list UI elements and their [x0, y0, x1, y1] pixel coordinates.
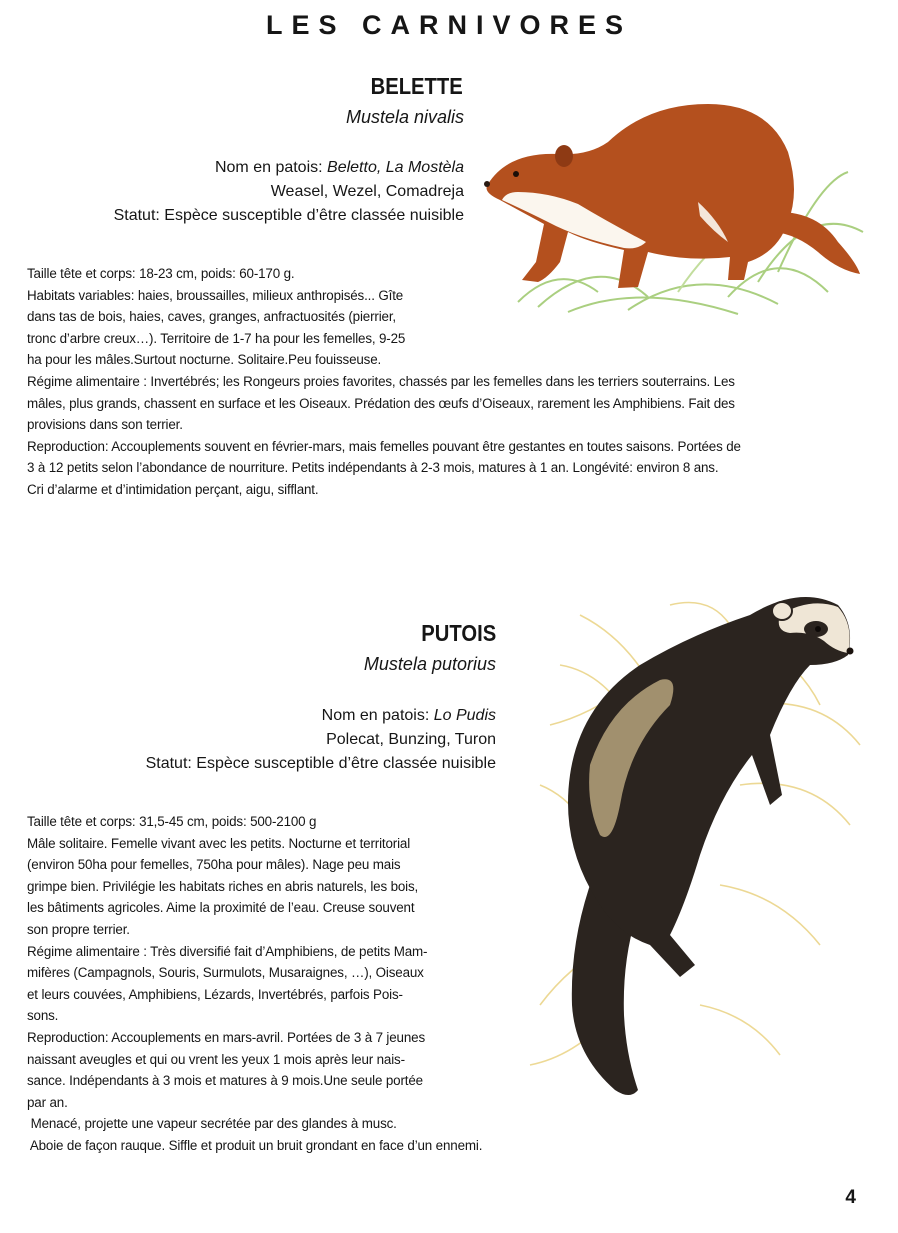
- putois-patois-label: Nom en patois:: [321, 707, 434, 724]
- belette-desc-line: Habitats variables: haies, broussailles, milieux anthropisés... Gîte: [27, 287, 404, 303]
- putois-name: PUTOIS: [421, 620, 496, 646]
- weasel-nose: [484, 181, 490, 187]
- belette-desc-line: ha pour les mâles.Surtout nocturne. Solitaire.Peu fouisseuse.: [27, 352, 382, 368]
- belette-patois: [114, 156, 464, 180]
- belette-desc-line: Reproduction: Accouplements souvent en février-mars, mais femelles pouvant être gestantes en toutes saisons. Portées de: [27, 438, 741, 454]
- belette-latin-name: Mustela nivalis: [345, 107, 464, 127]
- putois-desc-line: Menacé, projette une vapeur secrétée par des glandes à musc.: [27, 1116, 397, 1132]
- belette-desc-line: 3 à 12 petits selon l’abondance de nourriture. Petits indépendants à 2-3 mois, matures à 1 an. Longévité: environ 8 ans.: [27, 460, 719, 476]
- page-number: 4: [845, 1187, 856, 1208]
- belette-desc-line: dans tas de bois, haies, caves, granges, anfractuosités (pierrier,: [27, 309, 396, 325]
- putois-desc-line: sons.: [27, 1008, 59, 1024]
- putois-desc-line: (environ 50ha pour femelles, 750ha pour mâles). Nage peu mais: [27, 857, 401, 873]
- putois-desc-line: Régime alimentaire : Très diversifié fait d’Amphibiens, de petits Mam-: [27, 943, 428, 959]
- belette-desc-line: provisions dans son terrier.: [27, 417, 183, 433]
- putois-latin-name: Mustela putorius: [363, 654, 496, 674]
- belette-meta: [114, 156, 464, 228]
- putois-meta: [146, 704, 496, 776]
- putois-desc-line: naissant aveugles et qui ou vrent les yeux 1 mois après leur nais-: [27, 1051, 405, 1067]
- weasel-ear: [555, 145, 573, 167]
- belette-desc-line: Taille tête et corps: 18-23 cm, poids: 60-170 g.: [27, 266, 295, 281]
- putois-desc-line: Aboie de façon rauque. Siffle et produit un bruit grondant en face d’un ennemi.: [27, 1137, 483, 1153]
- putois-desc-line: les bâtiments agricoles. Aime la proximité de l’eau. Creuse souvent: [27, 900, 415, 916]
- putois-desc-line: Mâle solitaire. Femelle vivant avec les petits. Nocturne et territorial: [27, 835, 411, 851]
- belette-patois-value: Beletto, La Mostèla: [327, 159, 464, 176]
- putois-status: Statut: Espèce susceptible d’être classée nuisible: [145, 755, 496, 772]
- weasel-eye: [513, 171, 519, 177]
- putois-patois: [146, 704, 496, 728]
- putois-desc-line: son propre terrier.: [27, 921, 130, 937]
- putois-patois-value: Lo Pudis: [433, 707, 496, 724]
- putois-desc-line: mifères (Campagnols, Souris, Surmulots, Musaraignes, …), Oiseaux: [27, 965, 424, 981]
- putois-description: [27, 811, 587, 1157]
- belette-desc-line: Régime alimentaire : Invertébrés; les Rongeurs proies favorites, chassés par les femelles dans les terriers souterrains. Les: [27, 373, 735, 389]
- putois-desc-line: Taille tête et corps: 31,5-45 cm, poids: 500-2100 g: [27, 814, 317, 829]
- belette-status: Statut: Espèce susceptible d’être classée nuisible: [113, 207, 464, 224]
- belette-description: [27, 263, 877, 501]
- polecat-eye: [815, 626, 821, 632]
- belette-desc-line: tronc d’arbre creux…). Territoire de 1-7 ha pour les femelles, 9-25: [27, 330, 406, 346]
- polecat-nose: [847, 648, 854, 655]
- putois-desc-line: sance. Indépendants à 3 mois et matures à 9 mois.Une seule portée: [27, 1073, 423, 1089]
- belette-other-names: Weasel, Wezel, Comadreja: [270, 183, 464, 200]
- putois-other-names: Polecat, Bunzing, Turon: [326, 731, 496, 748]
- putois-desc-line: Reproduction: Accouplements en mars-avril. Portées de 3 à 7 jeunes: [27, 1029, 425, 1045]
- page-title: LES CARNIVORES: [265, 10, 633, 40]
- belette-name: BELETTE: [370, 73, 463, 99]
- belette-patois-label: Nom en patois:: [214, 159, 328, 176]
- belette-desc-line: Cri d’alarme et d’intimidation perçant, aigu, sifflant.: [27, 481, 319, 497]
- putois-desc-line: grimpe bien. Privilégie les habitats riches en abris naturels, les bois,: [27, 878, 419, 894]
- putois-desc-line: par an.: [27, 1094, 68, 1110]
- polecat-ear: [772, 602, 792, 620]
- putois-desc-line: et leurs couvées, Amphibiens, Lézards, Invertébrés, parfois Pois-: [27, 986, 403, 1002]
- belette-desc-line: mâles, plus grands, chassent en surface et les Oiseaux. Prédation des œufs d’Oiseaux, rarement les Amphibiens. Fait des: [27, 395, 735, 411]
